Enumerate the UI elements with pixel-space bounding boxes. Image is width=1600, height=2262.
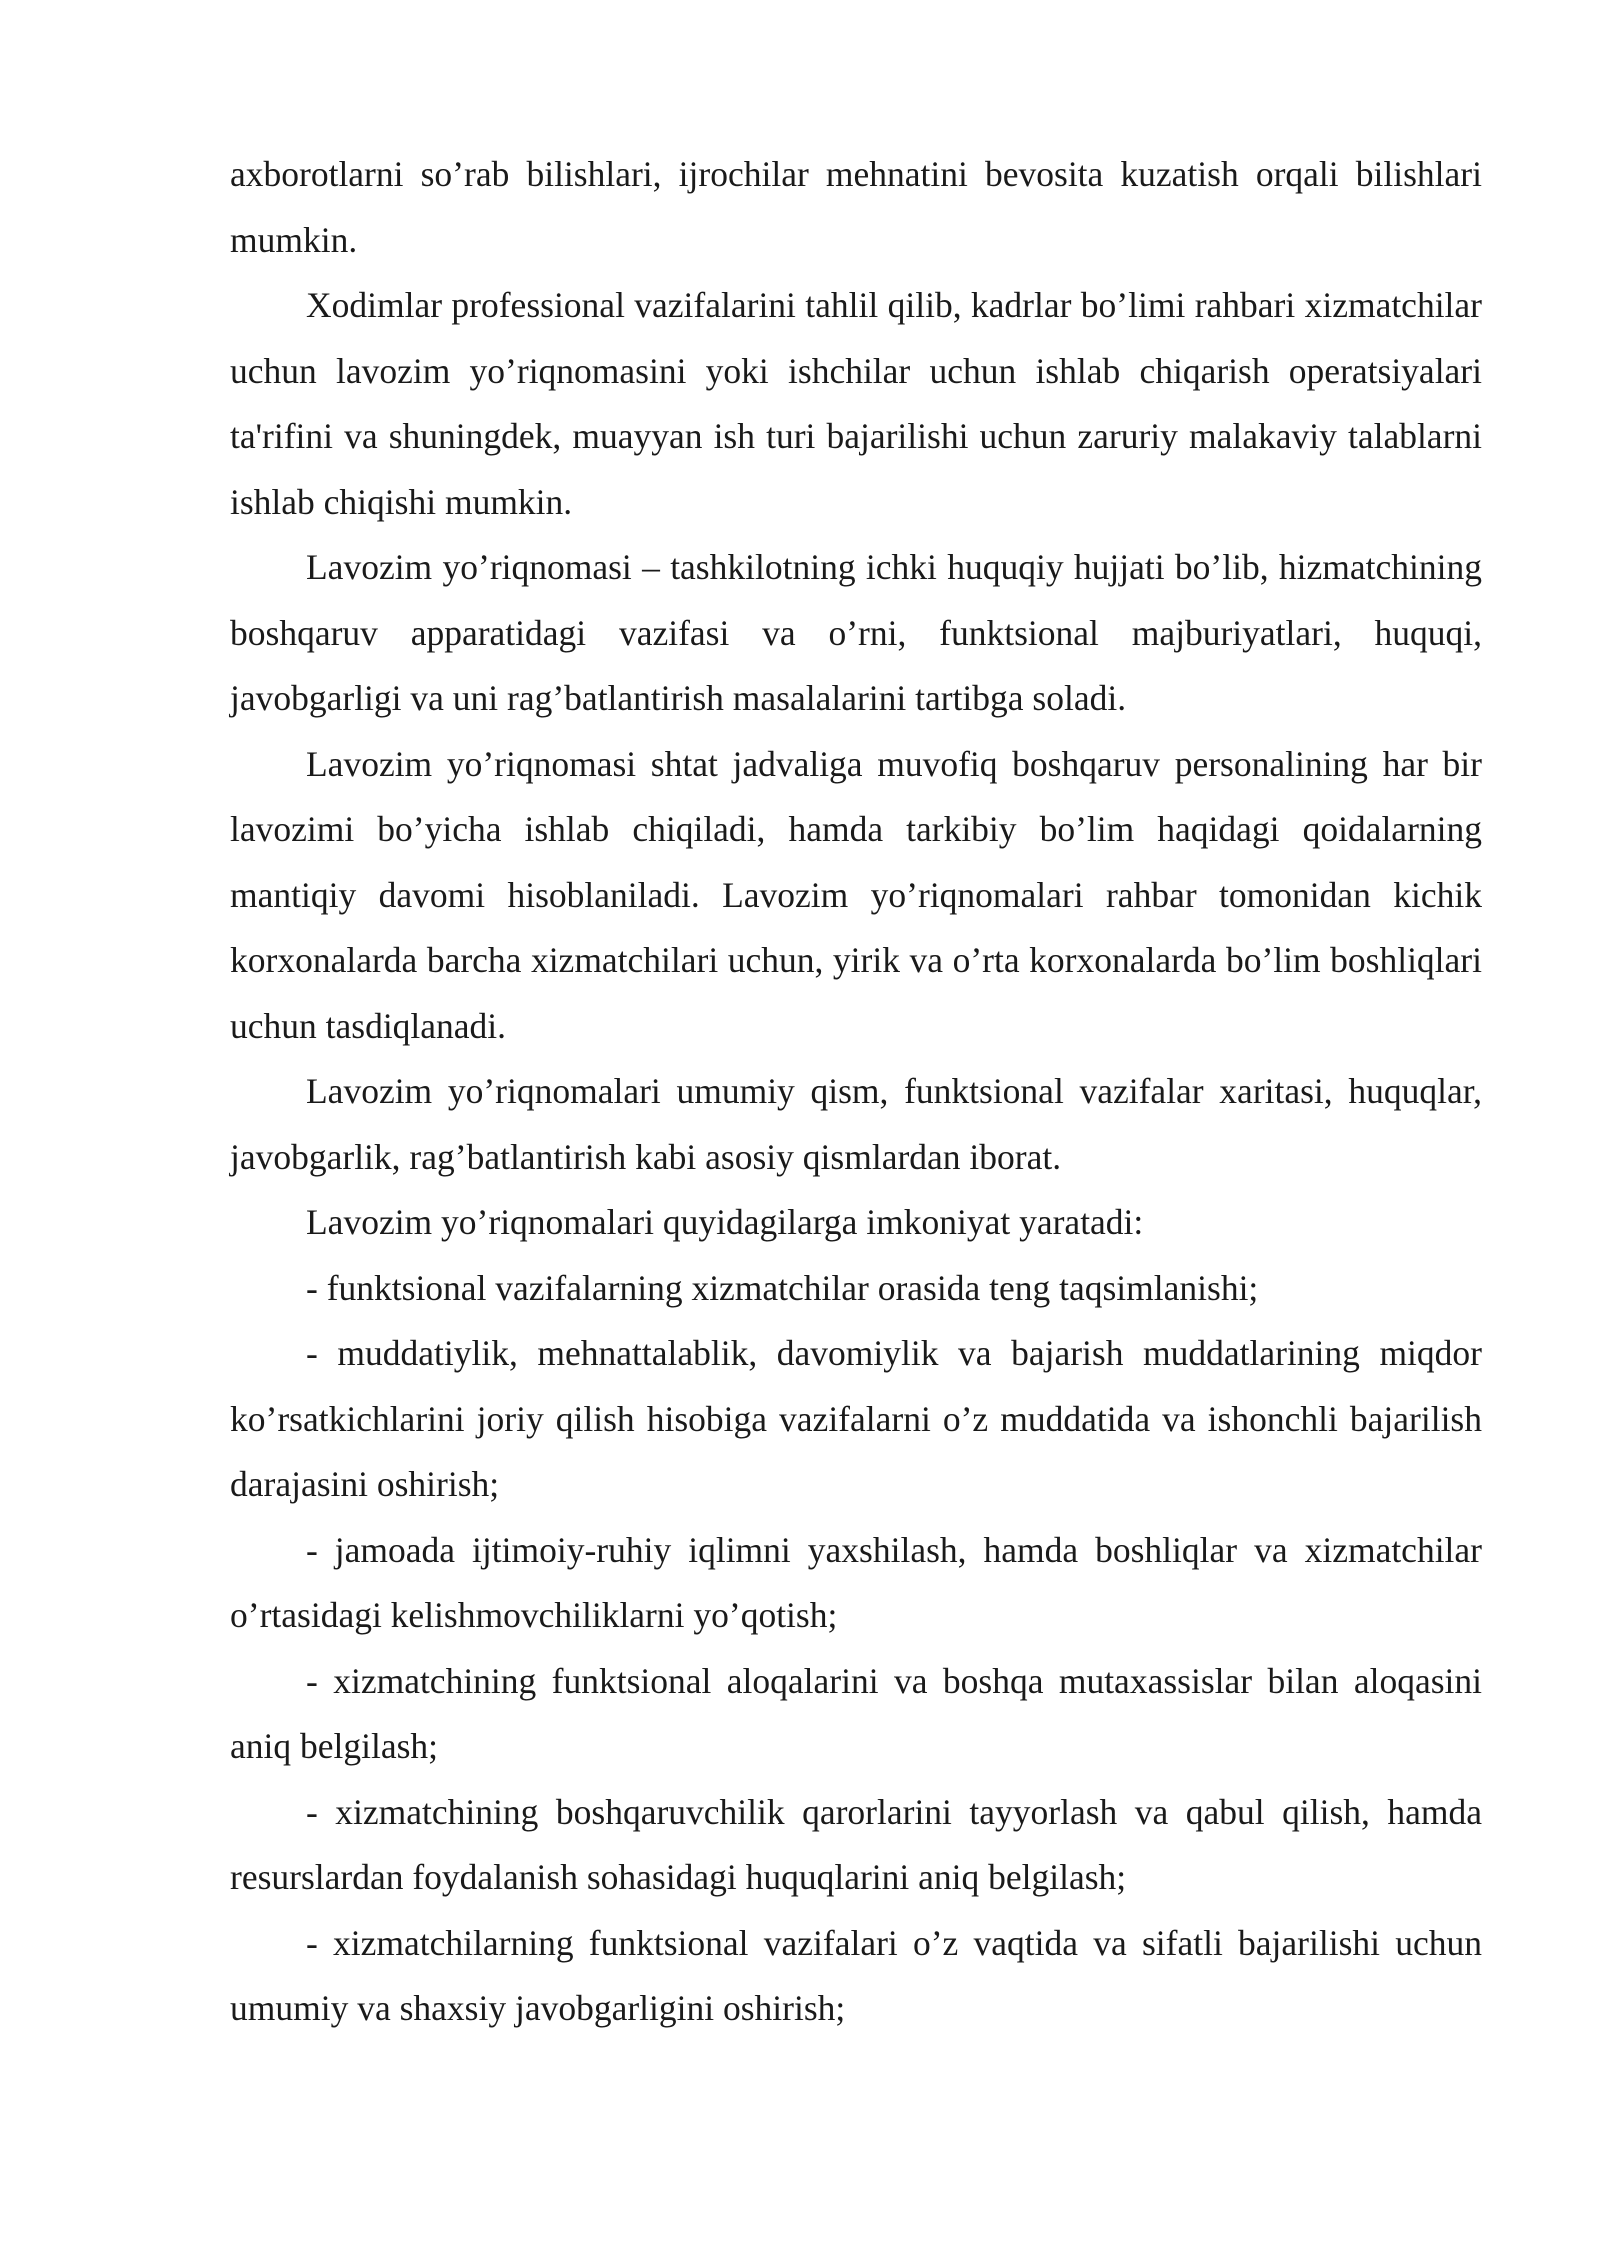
paragraph-sections: Lavozim yo’riqnomalari umumiy qism, funktsional vazifalar xaritasi, huquqlar, javobgarlik, rag’batlantirish kabi asosiy qismlardan iborat.: [230, 1071, 1482, 1177]
list-item-timeliness: - muddatiylik, mehnattalablik, davomiylik va bajarish muddatlarining miqdor ko’rsatkichlarini joriy qilish hisobiga vazifalarni o’z muddatida va ishonchli bajarilish darajasini oshirish;: [230, 1333, 1482, 1504]
list-item-responsibility: - xizmatchilarning funktsional vazifalari o’z vaqtida va sifatli bajarilishi uchun umumiy va shaxsiy javobgarligini oshirish;: [230, 1922, 1482, 2028]
paragraph-professional-tasks: Xodimlar professional vazifalarini tahlil qilib, kadrlar bo’limi rahbari xizmatchilar uchun lavozim yo’riqnomasini yoki ishchilar uchun ishlab chiqarish operatsiyalari ta'rifini va shuningdek, muayyan ish turi bajarilishi uchun zaruriy malakaviy talablarni ishlab chiqishi mumkin.: [230, 285, 1482, 522]
paragraph-job-description-definition: Lavozim yo’riqnomasi – tashkilotning ichki huquqiy hujjati bo’lib, hizmatchining boshqaruv apparatidagi vazifasi va o’rni, funktsional majburiyatlari, huquqi, javobgarligi va uni rag’batlantirish masalalarini tartibga soladi.: [230, 547, 1482, 718]
list-item-decision-rights: - xizmatchining boshqaruvchilik qarorlarini tayyorlash va qabul qilish, hamda resurslardan foydalanish sohasidagi huquqlarini aniq belgilash;: [230, 1791, 1482, 1897]
list-item-team-climate: - jamoada ijtimoiy-ruhiy iqlimni yaxshilash, hamda boshliqlar va xizmatchilar o’rtasidagi kelishmovchiliklarni yo’qotish;: [230, 1529, 1482, 1635]
list-item-equal-distribution: - funktsional vazifalarning xizmatchilar orasida teng taqsimlanishi;: [306, 1267, 1259, 1308]
paragraph-staff-schedule: Lavozim yo’riqnomasi shtat jadvaliga muvofiq boshqaruv personalining har bir lavozimi bo’yicha ishlab chiqiladi, hamda tarkibiy bo’lim haqidagi qoidalarning mantiqiy davomi hisoblaniladi. Lavozim yo’riqnomalari rahbar tomonidan kichik korxonalarda barcha xizmatchilari uchun, yirik va o’rta korxonalarda bo’lim boshliqlari uchun tasdiqlanadi.: [230, 743, 1482, 1046]
paragraph-opportunities-intro: Lavozim yo’riqnomalari quyidagilarga imkoniyat yaratadi:: [306, 1202, 1144, 1242]
paragraph-continuation: axborotlarni so’rab bilishlari, ijrochilar mehnatini bevosita kuzatish orqali bilishlari mumkin.: [230, 154, 1482, 260]
body-text: [230, 142, 1482, 2042]
list-item-functional-links: - xizmatchining funktsional aloqalarini va boshqa mutaxassislar bilan aloqasini aniq belgilash;: [230, 1660, 1482, 1766]
